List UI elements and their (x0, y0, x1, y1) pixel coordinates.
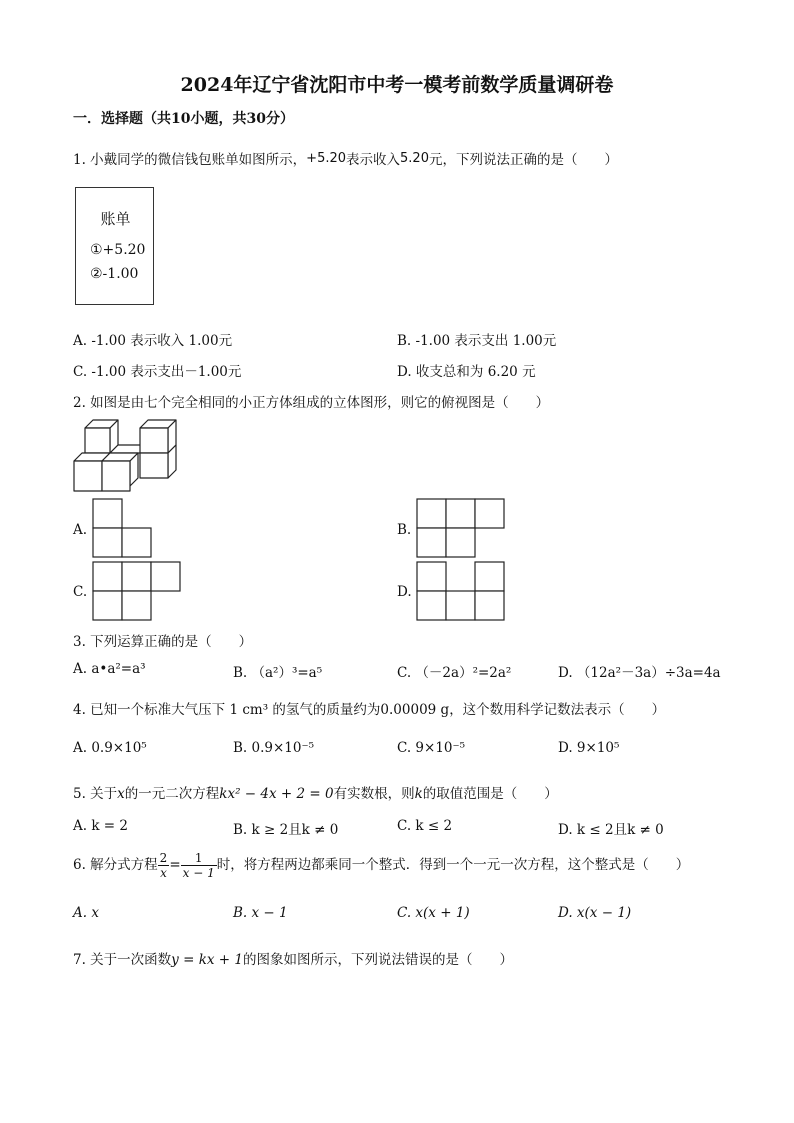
q5-text-mid2: 有实数根，则 (333, 786, 415, 802)
q6-fraction-1-num: 2 (159, 851, 168, 865)
q4-text-pre: 4. 已知一个标准大气压下 (73, 702, 226, 718)
q6-option-b: B. x − 1 (233, 905, 288, 921)
question-5 (73, 782, 558, 802)
cube-solid-figure (72, 418, 187, 496)
q1-text-pre: 1. 小戴同学的微信钱包账单如图所示， (73, 152, 307, 168)
bill-line-2: ②-1.00 (90, 266, 139, 282)
q6-option-d: D. x(x − 1) (558, 905, 632, 921)
q2-option-b-grid (417, 499, 507, 559)
q2-label-d: D. (397, 584, 412, 600)
q5-equation: kx² − 4x + 2 = 0 (219, 786, 334, 802)
q6-equals: = (169, 857, 181, 873)
q1-value-1: +5.20 (306, 151, 347, 166)
q5-option-c: C. k ≤ 2 (397, 818, 453, 834)
question-6 (73, 851, 689, 880)
q4-text-post: ，这个数用科学记数法表示（ ） (449, 702, 666, 718)
q5-text-mid: 的一元二次方程 (124, 786, 220, 802)
q5-text-post: 的取值范围是（ ） (422, 786, 558, 802)
q6-fraction-2-den: x − 1 (182, 866, 215, 880)
q2-option-d-grid (417, 562, 507, 622)
q4-option-d: D. 9×10⁵ (558, 740, 620, 756)
question-7 (73, 948, 513, 968)
question-3: 3. 下列运算正确的是（ ） (73, 634, 253, 650)
bill-title: 账单 (100, 210, 131, 228)
q6-text-post: 时，将方程两边都乘同一个整式．得到一个一元一次方程，这个整式是（ ） (216, 857, 690, 873)
q7-text-post: 的图象如图所示，下列说法错误的是（ ） (242, 952, 513, 968)
section-heading: 一．选择题（共10小题，共30分） (73, 111, 294, 127)
q3-option-a: A. a•a²=a³ (73, 661, 146, 677)
q2-option-a-grid (93, 499, 153, 559)
question-1 (73, 148, 618, 168)
q4-option-b: B. 0.9×10⁻⁵ (233, 740, 314, 756)
q5-option-b: B. k ≥ 2且k ≠ 0 (233, 822, 339, 838)
q1-option-c: C. -1.00 表示支出－1.00元 (73, 364, 242, 380)
q6-fraction-1 (158, 851, 170, 880)
q6-fraction-1-den: x (160, 866, 167, 880)
q2-label-c: C. (73, 584, 88, 600)
question-4 (73, 698, 665, 718)
bill-figure (75, 187, 154, 305)
q2-option-c-grid (93, 562, 183, 622)
q1-option-d: D. 收支总和为 6.20 元 (397, 364, 536, 380)
q4-text-mid: 的氢气的质量约为 (272, 702, 381, 718)
question-2: 2. 如图是由七个完全相同的小正方体组成的立体图形，则它的俯视图是（ ） (73, 395, 550, 411)
q3-option-b: B. （a²）³=a⁵ (233, 665, 323, 681)
q5-var: x (117, 786, 125, 802)
page-title: 2024年辽宁省沈阳市中考一模考前数学质量调研卷 (180, 74, 614, 96)
bill-line-1: ①+5.20 (90, 242, 146, 258)
q6-fraction-2-num: 1 (181, 851, 217, 866)
q2-label-b: B. (397, 522, 412, 538)
q7-text-pre: 7. 关于一次函数 (73, 952, 172, 968)
q1-text-mid: 表示收入 (346, 152, 401, 168)
q1-text-post: 元，下列说法正确的是（ ） (428, 152, 618, 168)
q5-option-a: A. k = 2 (73, 818, 128, 834)
q6-text-pre: 6. 解分式方程 (73, 857, 158, 873)
q5-text-pre: 5. 关于 (73, 786, 118, 802)
q4-option-c: C. 9×10⁻⁵ (397, 740, 466, 756)
q4-value: 0.00009 g (380, 702, 450, 718)
q3-option-c: C. （－2a）²=2a² (397, 665, 512, 681)
q6-option-a: A. x (73, 905, 99, 921)
q1-option-b: B. -1.00 表示支出 1.00元 (397, 333, 557, 349)
q4-unit: 1 cm³ (229, 702, 269, 718)
q2-label-a: A. (73, 522, 88, 538)
q3-option-d: D. （12a²－3a）÷3a=4a (558, 665, 721, 681)
q7-equation: y = kx + 1 (171, 952, 243, 968)
q5-k: k (414, 786, 423, 802)
q1-value-2: 5.20 (400, 151, 429, 166)
q4-option-a: A. 0.9×10⁵ (73, 740, 147, 756)
q6-option-c: C. x(x + 1) (397, 905, 470, 921)
q6-fraction-2 (181, 851, 217, 880)
q5-option-d: D. k ≤ 2且k ≠ 0 (558, 822, 664, 838)
q1-option-a: A. -1.00 表示收入 1.00元 (73, 333, 233, 349)
